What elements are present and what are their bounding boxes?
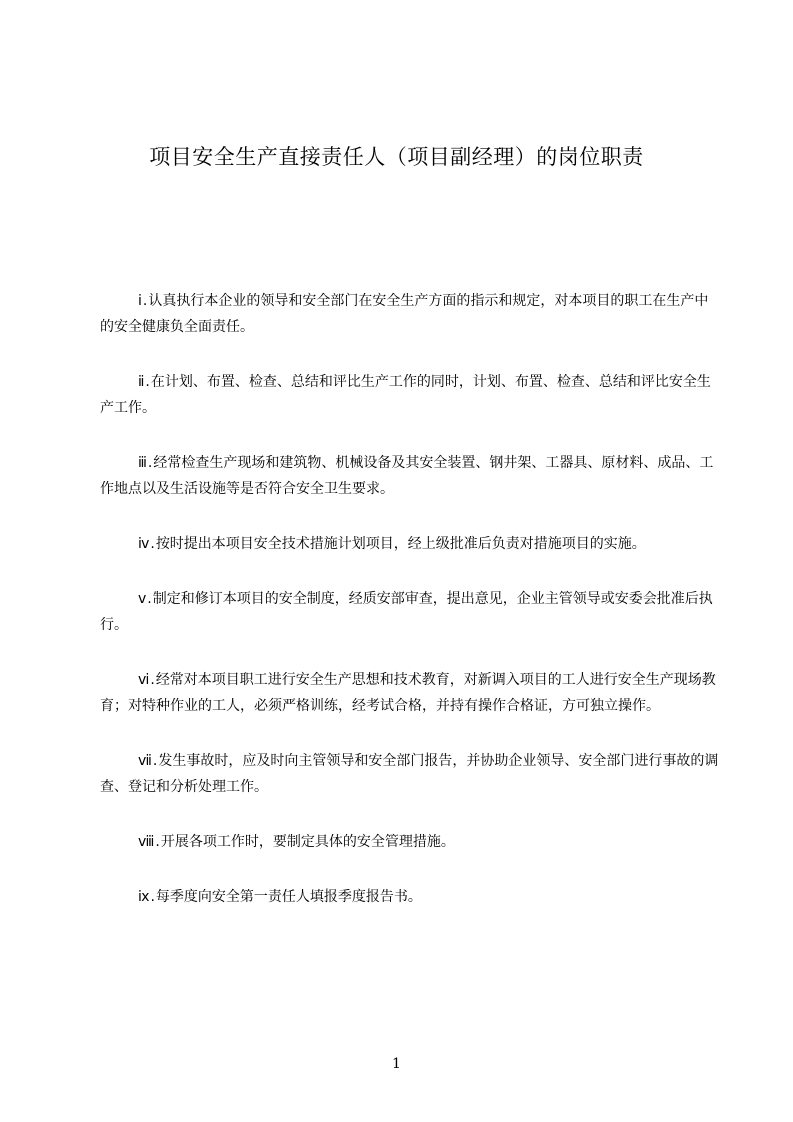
duty-text: 在计划、布置、检查、总结和评比生产工作的同时，计划、布置、检查、总结和评比安全生产工作。: [100, 374, 711, 416]
duty-item: [100, 369, 720, 421]
duty-number: ⅴ.: [138, 591, 153, 607]
duty-item: [100, 531, 720, 557]
page-number: 1: [392, 1056, 401, 1072]
duty-item: [100, 748, 720, 800]
duty-item: [100, 586, 720, 638]
duty-item: [100, 450, 720, 502]
duty-number: ⅷ.: [138, 834, 161, 850]
duty-number: ⅱ.: [138, 374, 151, 390]
duty-text: 按时提出本项目安全技术措施计划项目，经上级批准后负责对措施项目的实施。: [155, 536, 646, 552]
duty-text: 经常检查生产现场和建筑物、机械设备及其安全装置、钢井架、工器具、原材料、成品、工作地点以及生活设施等是否符合安全卫生要求。: [100, 455, 714, 497]
duty-text: 制定和修订本项目的安全制度，经质安部审查，提出意见，企业主管领导或安委会批准后执行。: [100, 591, 713, 633]
duty-list: [100, 288, 720, 939]
duty-number: ⅲ.: [138, 455, 154, 471]
duty-number: ⅳ.: [138, 536, 156, 552]
document-title: 项目安全生产直接责任人（项目副经理）的岗位职责: [149, 145, 644, 169]
duty-item: [100, 667, 720, 719]
duty-text: 每季度向安全第一责任人填报季度报告书。: [155, 889, 422, 905]
duty-text: 开展各项工作时，要制定具体的安全管理措施。: [160, 834, 455, 850]
duty-text: 发生事故时，应及时向主管领导和安全部门报告，并协助企业领导、安全部门进行事故的调查、登记和分析处理工作。: [100, 753, 719, 795]
duty-text: 认真执行本企业的领导和安全部门在安全生产方面的指示和规定，对本项目的职工在生产中的安全健康负全面责任。: [100, 293, 709, 335]
duty-number: ⅸ.: [138, 889, 156, 905]
duty-item: [100, 884, 720, 910]
duty-number: ⅶ.: [138, 753, 159, 769]
duty-number: ⅵ.: [138, 672, 156, 688]
duty-item: [100, 288, 720, 340]
duty-number: ⅰ.: [138, 293, 149, 309]
duty-text: 经常对本项目职工进行安全生产思想和技术教育，对新调入项目的工人进行安全生产现场教育；对特种作业的工人，必须严格训练，经考试合格，并持有操作合格证，方可独立操作。: [100, 672, 716, 714]
duty-item: [100, 829, 720, 855]
